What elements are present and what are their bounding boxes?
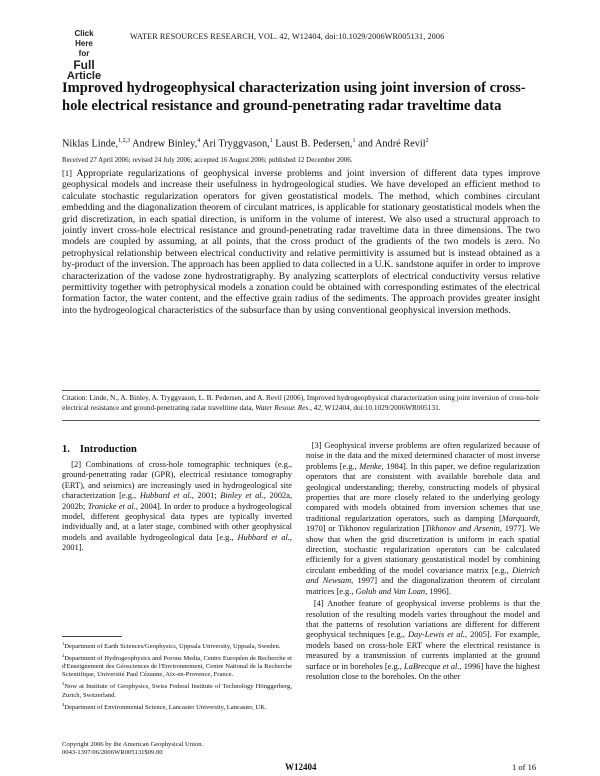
reference-link[interactable]: Day-Lewis et al.	[407, 630, 466, 640]
paragraph-text: , 1970] or Tikhonov regularization [	[306, 513, 540, 534]
logo-line: Here	[75, 39, 93, 48]
footnote-text: Now at Institute of Geophysics, Swiss Federal Institute of Technology Hönggerberg, Zurich, Switzerland.	[62, 683, 292, 699]
paragraph-text: , 1984]. In this paper, we define regularization operators that are consistent with available borehole data and geological understanding; thereby, constructing models of physical properties that are more closely related to the underlying geology compared with models obtained from inversion schemes that use traditional regularization operators, such as damping [	[306, 461, 540, 523]
logo-line: Full	[73, 58, 95, 72]
reference-link[interactable]: Menke	[359, 461, 382, 471]
paragraph-text: Geophysical inverse problems are often regularized because of noise in the data and the mixed determined character of most inverse problems [e.g.,	[306, 441, 540, 471]
citation-label: Citation:	[62, 393, 88, 402]
citation-journal: Water Resour. Res., 42,	[255, 403, 323, 412]
logo-line: for	[78, 49, 90, 58]
paragraph-text: , 2001].	[62, 532, 292, 553]
author: Ari Tryggvason,	[202, 138, 270, 150]
paragraph-text: , 1977]. We show that when the grid discretization is uniform in each spatial direction, stochastic regularization operators can be calculated efficiently for a given stationary geostatistical model by combining circulant embedding of the model covariance matrix [e.g.,	[306, 524, 540, 575]
paragraph-text: , 1997] and the diagonalization theorem of circulant matrices [e.g.,	[306, 576, 540, 596]
author: Niklas Linde,	[62, 138, 119, 150]
paragraph	[62, 459, 292, 554]
footnote-mark: 4	[62, 701, 65, 707]
divider	[62, 390, 540, 391]
footnote-text: Department of Earth Sciences/Geophysics, Uppsala University, Uppsala, Sweden.	[64, 643, 281, 651]
reference-link[interactable]: Dietrich and Newsam	[306, 565, 540, 586]
reference-link[interactable]: Tronicke et al.	[87, 501, 136, 511]
journal-header: WATER RESOURCES RESEARCH, VOL. 42, W12404, doi:10.1029/2006WR005131, 2006	[130, 32, 445, 41]
page-number: 1 of 16	[512, 762, 537, 772]
footnote-mark: 3	[62, 681, 65, 687]
publication-dates: Received 27 April 2006; revised 24 July 2006; accepted 16 August 2006; published 12 December 2006.	[62, 156, 353, 164]
footnote	[62, 640, 292, 651]
copyright	[62, 741, 203, 757]
reference-link[interactable]: LaBrecque et al.	[404, 661, 460, 671]
logo-line: Article	[66, 70, 102, 82]
footnote-text: Department of Hydrogeophysics and Porous Media, Centre Européen de Recherche et d'Enseignement des Géosciences de l'Environnement, Centre National de la Recherche Scientifique, Université Paul Cézanne, Aix-en-Provence, France.	[62, 655, 292, 679]
paragraph-number: [1]	[62, 168, 72, 178]
citation	[62, 393, 540, 413]
author: Laust B. Pedersen,	[275, 138, 353, 150]
paragraph-text: , 1996] have the highest resolution close to the boreholes. On the other	[306, 661, 540, 681]
paragraph-text: , 1996].	[425, 586, 451, 596]
footnotes	[62, 640, 292, 713]
paragraph-text: Another feature of geophysical inverse problems is that the resolution of the resulting models varies throughout the model and that the patterns of resolution variations are different for different geophysical techniques [e.g.,	[306, 599, 540, 640]
reference-link[interactable]: Golub and Van Loan	[355, 586, 426, 596]
reference-link[interactable]: Binley et al.	[220, 491, 264, 501]
footnote-text: Department of Environmental Science, Lancaster University, Lancaster, UK.	[64, 703, 267, 711]
section-heading	[62, 444, 137, 455]
reference-link[interactable]: Marquardt	[501, 513, 538, 523]
reference-link[interactable]: Tikhonov and Arsenin	[425, 524, 500, 534]
paragraph-number: [4]	[313, 598, 324, 609]
footnote	[62, 680, 292, 699]
paragraph-text: , 2005]. For example, models based on cross-hole ERT where the electrical resistance is measured by a transmission of currents implanted at the ground surface or in boreholes [e.g.,	[306, 630, 540, 671]
paragraph-number: [3]	[311, 440, 322, 450]
article-title: Improved hydrogeophysical characterization using joint inversion of cross-hole electrical resistance and ground-penetrating radar traveltime data	[62, 80, 526, 114]
full-article-logo[interactable]	[62, 29, 106, 82]
footnote-mark: 2	[62, 653, 65, 659]
paragraph-text: Combinations of cross-hole tomographic techniques (e.g., ground-penetrating radar (GPR), electrical resistance tomography (ERT), and seismics) are increasingly used in hydrogeological site characterization [e.g.,	[62, 460, 293, 501]
footnote-rule	[62, 636, 122, 637]
paragraph-text: , 2004]. In order to produce a hydrogeological model, different geophysical data types are typically inverted individually and, at a later stage, combined with other geophysical models and available hydrogeological data [e.g.,	[62, 501, 292, 542]
footnote	[62, 701, 292, 712]
affiliation-mark: 2	[425, 138, 429, 144]
citation-text: Linde, N., A. Binley, A. Tryggvason, L. B. Pedersen, and A. Revil (2006), Improved hydrogeophysical characterization using joint inversion of cross-hole electrical resistance and ground-penetrating radar traveltime data,	[62, 393, 539, 412]
article-code: W12404	[285, 762, 317, 772]
section-title: Introduction	[79, 444, 137, 455]
affiliation-mark: 4	[197, 138, 201, 144]
section-number: 1.	[62, 444, 70, 455]
divider	[62, 420, 540, 421]
logo-line: Click	[74, 29, 94, 38]
reference-link[interactable]: Hubbard et al.	[237, 532, 290, 542]
footnote	[62, 652, 292, 679]
copyright-line: 0043-1397/06/2006WR005131$09.00	[62, 749, 163, 756]
author: Andrew Binley,	[132, 138, 198, 150]
author: and André Revil	[358, 138, 426, 150]
paragraph	[306, 598, 540, 682]
abstract-text: Appropriate regularizations of geophysical inverse problems and joint inversion of different data types improve geophysical models and increase their usefulness in hydrogeological studies. We have developed an efficient method to calculate stochastic regularization operators for given geostatistical models. The method, which combines circulant embedding and the diagonalization theorem of circulant matrices, is applicable for stationary geostatistical models when the grid discretization, in each spatial direction, is uniform in the volume of interest. We also used a structural approach to jointly invert cross-hole electrical resistance and ground-penetrating radar traveltime data in three dimensions. The two models are coupled by assuming, at all points, that the cross product of the gradients of the two models is zero. No petrophysical relationship between electrical conductivity and relative permittivity is assumed but is instead obtained as a by-product of the inversion. The approach has been applied to data collected in a U.K. sandstone aquifer in order to improve characterization of the vadose zone hydrostratigraphy. By analyzing scatterplots of electrical conductivity versus relative permittivity together with petrophysical models a zonation could be obtained with corresponding estimates of the electrical formation factor, the water content, and the effective grain radius of the sediments. The approach provides greater insight into the hydrogeological characteristics of the subsurface than by using conventional geophysical inversion methods.	[62, 168, 541, 316]
author-list	[62, 138, 429, 149]
reference-link[interactable]: Hubbard et al.	[139, 491, 192, 501]
paragraph-text: , 2001;	[191, 491, 217, 501]
right-column	[306, 440, 540, 682]
citation-doi[interactable]: W12404, doi:10.1029/2006WR005131.	[324, 403, 441, 412]
paragraph-text: , 2002a, 2002b;	[62, 491, 293, 511]
affiliation-mark: 1,2,3	[118, 138, 131, 144]
abstract	[62, 168, 540, 316]
affiliation-mark: 1	[269, 138, 273, 144]
copyright-line: Copyright 2006 by the American Geophysical Union.	[62, 741, 204, 748]
affiliation-mark: 1	[352, 138, 356, 144]
paragraph	[306, 440, 540, 597]
paragraph-number: [2]	[71, 459, 82, 469]
footnote-mark: 1	[62, 641, 65, 646]
